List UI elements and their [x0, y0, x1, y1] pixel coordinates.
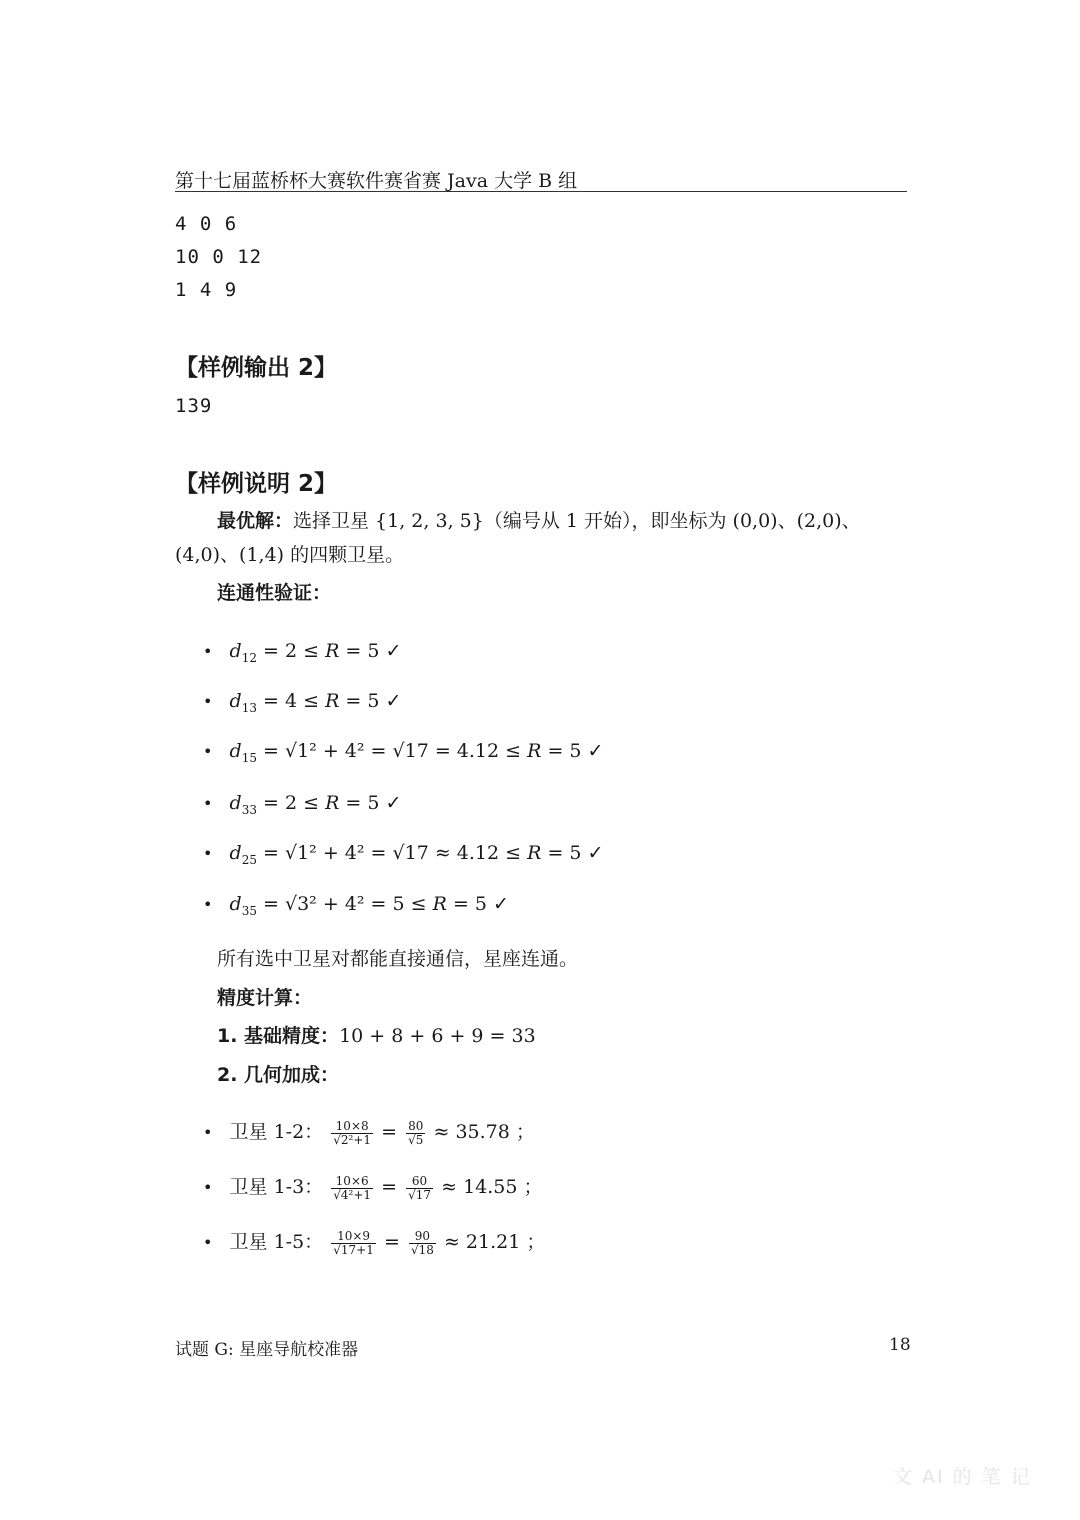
distance-check: $d_{25} = √1^2 + 4^2 = √17 \approx 4.12 \le R = 5$ ✓ [229, 842, 604, 867]
connectivity-conclusion: 所有选中卫星对都能直接通信，星座连通。 [217, 948, 579, 970]
bonus-fraction-simplified: $\frac{80}{√5}$ [408, 1118, 424, 1147]
bullet-icon: • [203, 642, 213, 661]
footer-problem-title: 试题 G: 星座导航校准器 [175, 1340, 359, 1360]
footer-page-number: 18 [889, 1335, 911, 1355]
bonus-label: 卫星 1-2： [229, 1121, 324, 1143]
check-item [203, 842, 603, 867]
bonus-result: ≈ 21.21 ； [443, 1231, 546, 1253]
bullet-icon: • [203, 794, 213, 813]
connectivity-label: 连通性验证： [217, 582, 332, 604]
bonus-result: ≈ 14.55 ； [441, 1176, 543, 1198]
sample-input-line-1: 4 0 6 [175, 213, 238, 235]
bullet-icon: • [203, 1178, 213, 1197]
bullet-icon: • [203, 692, 213, 711]
bullet-icon: • [203, 895, 213, 914]
bonus-item: • 卫星 1-3： $\frac{10\times 6}{\text{√4²+1}}$ = $\frac{60}{√17}$ ≈ 14.55 ； [203, 1173, 543, 1202]
check-item [203, 640, 401, 665]
bonus-label: 卫星 1-3： [229, 1176, 324, 1198]
page-header-title: 第十七届蓝桥杯大赛软件赛省赛 Java 大学 B 组 [175, 170, 578, 192]
distance-check: $d_{33} = 2 \le R = 5$ ✓ [229, 792, 402, 817]
bonus-fraction: $\frac{10\times 6}{\text{√4²+1}}$ [333, 1173, 372, 1202]
precision-label: 精度计算： [217, 987, 313, 1009]
bonus-fraction-simplified: $\frac{60}{√17}$ [408, 1173, 432, 1202]
bullet-icon: • [203, 1123, 213, 1142]
bonus-fraction: $\frac{10\times 8}{\text{√2²+1}}$ [333, 1118, 372, 1147]
header-divider [175, 191, 907, 192]
check-item [203, 893, 509, 918]
bonus-item: • 卫星 1-2： $\frac{10\times 8}{\text{√2²+1}}$ = $\frac{80}{√5}$ ≈ 35.78 ； [203, 1118, 535, 1147]
check-item [203, 792, 401, 817]
bonus-fraction-simplified: $\frac{90}{√18}$ [410, 1228, 434, 1257]
distance-check: $d_{12} = 2 \le R = 5$ ✓ [229, 640, 402, 665]
bullet-icon: • [203, 844, 213, 863]
sample-output-value: 139 [175, 395, 213, 417]
check-item [203, 690, 401, 715]
bonus-label: 卫星 1-5： [229, 1231, 324, 1253]
bullet-icon: • [203, 1233, 213, 1252]
precision-step-1: 1. 基础精度：10 + 8 + 6 + 9 = 33 [217, 1025, 536, 1047]
optimal-text: 选择卫星 {1, 2, 3, 5}（编号从 1 开始），即坐标为 (0,0)、(2,0)、 [293, 510, 861, 532]
watermark-text: 文 AI 的 笔 记 [893, 1466, 1032, 1488]
bonus-item: • 卫星 1-5： $\frac{10\times 9}{√17+1}$ = $\frac{90}{√18}$ ≈ 21.21 ； [203, 1228, 546, 1257]
bonus-result: ≈ 35.78 ； [433, 1121, 535, 1143]
sample-output-heading: 【样例输出 2】 [175, 355, 338, 381]
check-item [203, 740, 603, 765]
sample-explanation-heading: 【样例说明 2】 [175, 471, 338, 497]
optimal-solution-line-2: (4,0)、(1,4) 的四颗卫星。 [175, 544, 405, 566]
precision-step-2: 2. 几何加成： [217, 1064, 340, 1086]
bonus-fraction: $\frac{10\times 9}{√17+1}$ [333, 1228, 374, 1257]
distance-check: $d_{35} = √3^2 + 4^2 = 5 \le R = 5$ ✓ [229, 893, 509, 918]
optimal-solution-line-1 [217, 512, 861, 531]
sample-input-line-3: 1 4 9 [175, 279, 238, 301]
distance-check: $d_{15} = √1^2 + 4^2 = √17 = 4.12 \le R = 5$ ✓ [229, 740, 604, 765]
optimal-label: 最优解： [217, 510, 294, 532]
sample-input-line-2: 10 0 12 [175, 246, 263, 268]
distance-check: $d_{13} = 4 \le R = 5$ ✓ [229, 690, 402, 715]
bullet-icon: • [203, 742, 213, 761]
